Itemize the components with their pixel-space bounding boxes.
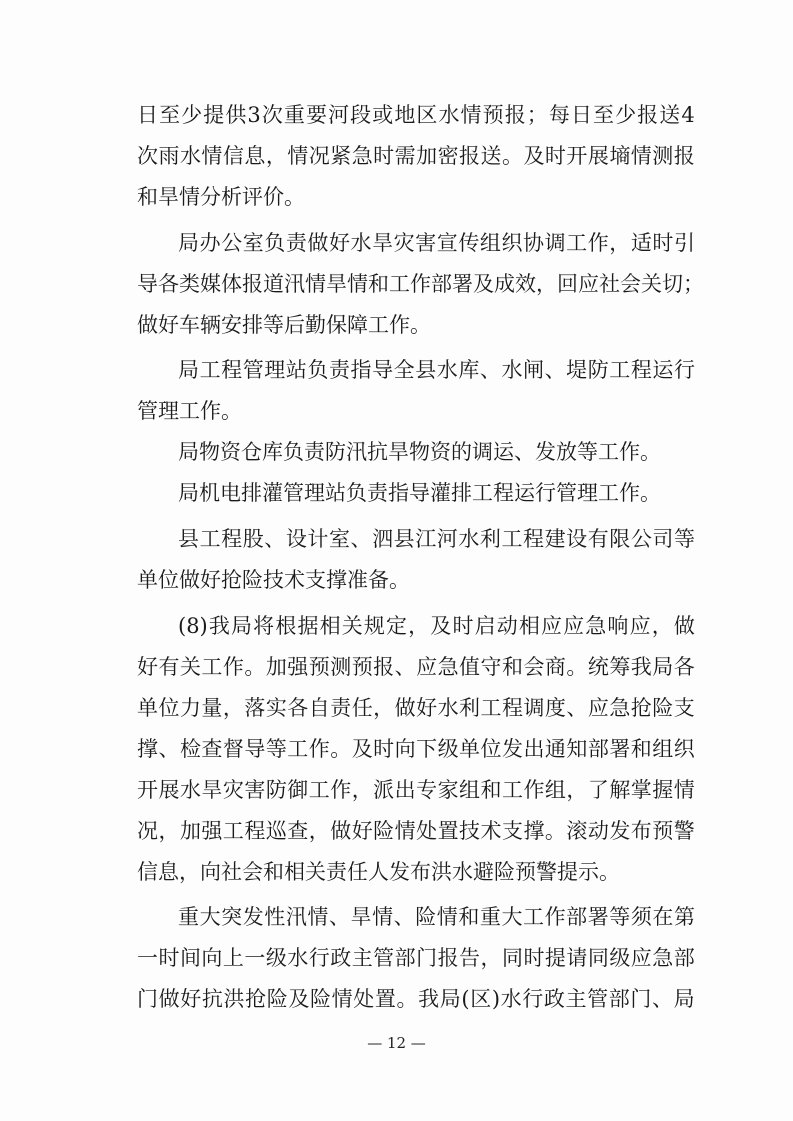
text-line: 和旱情分析评价。 xyxy=(137,185,305,209)
text-line: 日 至 少 提 供 3 次 重 要 河 段 或 地 区 水 情 预 报 ； 每 日 至 少 报 送 4 xyxy=(137,103,695,127)
text-line: 好 有 关 工 作 。 加 强 预 测 预 报 、 应 急 值 守 和 会 商 。 统 筹 我 局 各 xyxy=(137,655,695,679)
text-line: 单位做好抢险技术支撑准备。 xyxy=(137,568,410,592)
text-line: 局 办 公 室 负 责 做 好 水 旱 灾 害 宣 传 组 织 协 调 工 作 ， 适 时 引 xyxy=(178,231,695,255)
text-line: 管理工作。 xyxy=(137,399,242,423)
text-line: 局 工 程 管 理 站 负 责 指 导 全 县 水 库 、 水 闸 、 堤 防 工 程 运 行 xyxy=(178,358,695,382)
text-line: 信息，向社会和相关责任人发布洪水避险预警提示。 xyxy=(137,860,620,884)
text-line: 县 工 程 股 、 设 计 室 、 泗 县 江 河 水 利 工 程 建 设 有 限 公 司 等 xyxy=(178,527,695,551)
page-number: — 12 — xyxy=(367,1034,426,1052)
text-line: 重 大 突 发 性 汛 情 、 旱 情 、 险 情 和 重 大 工 作 部 署 等 须 在 第 xyxy=(178,905,695,929)
text-line: 况 ， 加 强 工 程 巡 查 ， 做 好 险 情 处 置 技 术 支 撑 。 滚 动 发 布 预 警 xyxy=(137,819,695,843)
text-line: 次 雨 水 情 信 息 ， 情 况 紧 急 时 需 加 密 报 送 。 及 时 开 展 墒 情 测 报 xyxy=(137,144,695,168)
text-line: 开 展 水 旱 灾 害 防 御 工 作 ， 派 出 专 家 组 和 工 作 组 ， 了 解 掌 握 情 xyxy=(137,778,695,802)
text-line: 一 时 间 向 上 一 级 水 行 政 主 管 部 门 报 告 ， 同 时 提 请 同 级 应 急 部 xyxy=(137,946,695,970)
text-line: 单 位 力 量 ， 落 实 各 自 责 任 ， 做 好 水 利 工 程 调 度 、 应 急 抢 险 支 xyxy=(137,696,695,720)
text-line: 撑 、 检 查 督 导 等 工 作 。 及 时 向 下 级 单 位 发 出 通 知 部 署 和 组 织 xyxy=(137,737,695,761)
text-line: 局物资仓库负责防汛抗旱物资的调运、发放等工作。 xyxy=(178,440,661,464)
text-line: 导 各 类 媒 体 报 道 汛 情 旱 情 和 工 作 部 署 及 成 效 ， 回 应 社 会 关 切 ； xyxy=(137,272,704,296)
text-line: 门 做 好 抗 洪 抢 险 及 险 情 处 置 。 我 局 ( 区 ) 水 行 政 主 管 部 门 、 局 xyxy=(137,987,695,1011)
text-line: 做好车辆安排等后勤保障工作。 xyxy=(137,313,431,337)
text-line: 局机电排灌管理站负责指导灌排工程运行管理工作。 xyxy=(178,481,661,505)
text-line: (8) 我 局 将 根 据 相 关 规 定 ， 及 时 启 动 相 应 应 急 响 应 ， 做 xyxy=(178,614,695,638)
